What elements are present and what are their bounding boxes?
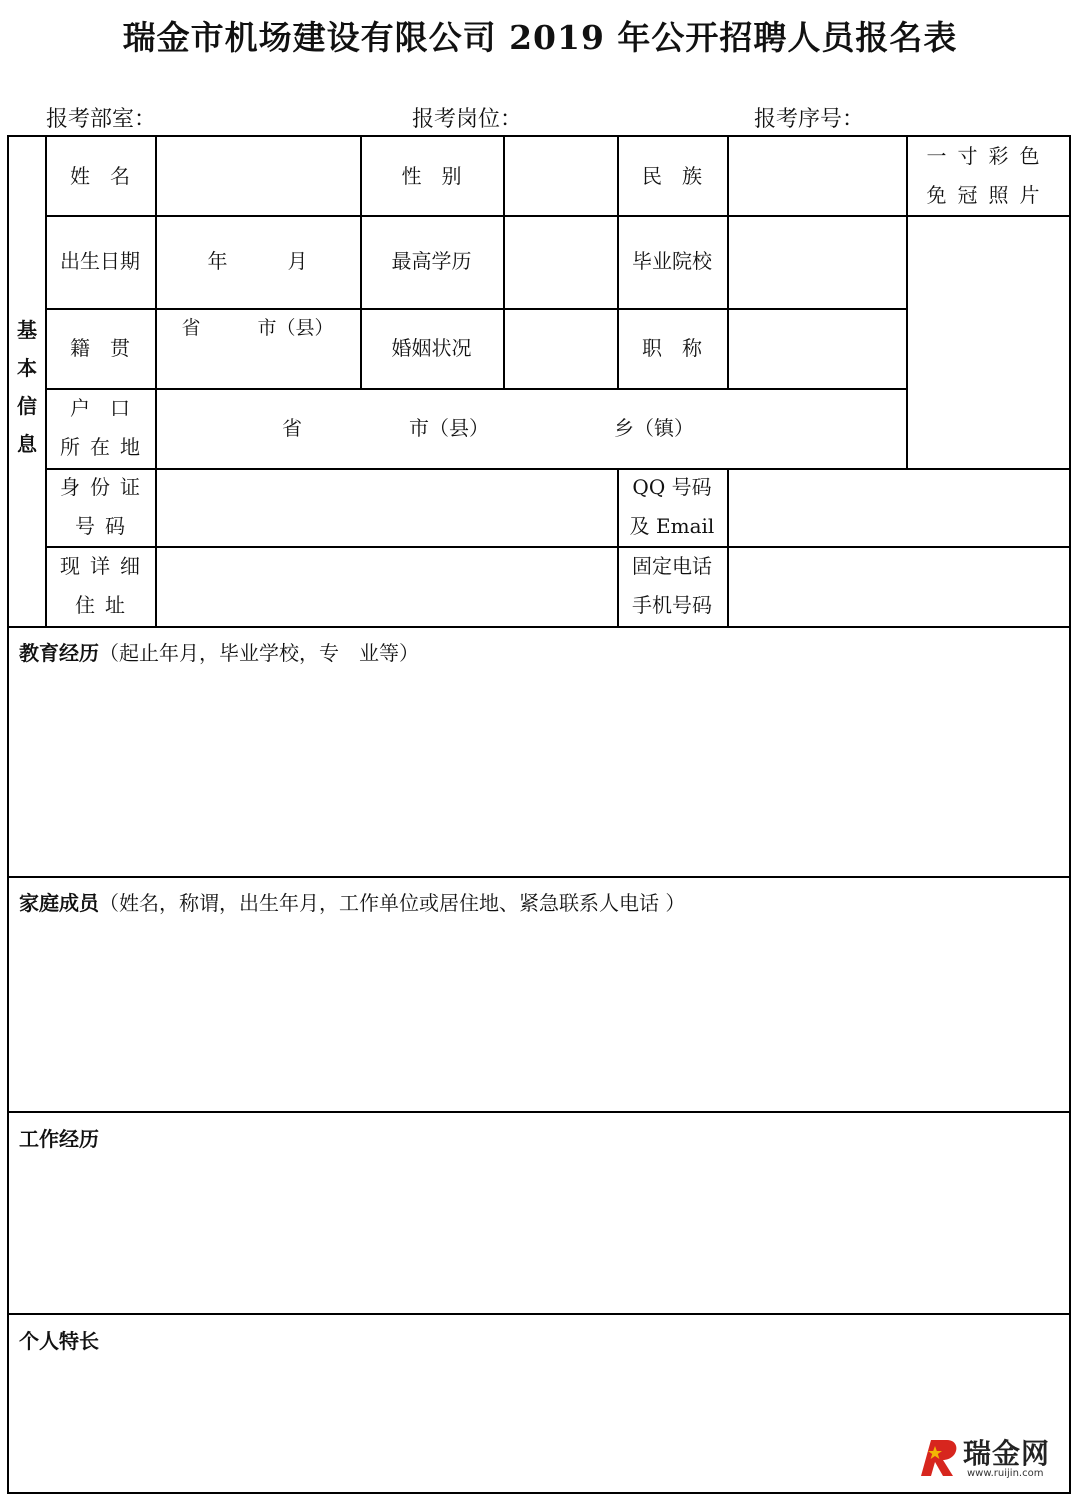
skills-section-heading	[19, 1325, 99, 1354]
logo-url: www.ruijin.com	[967, 1468, 1044, 1479]
education-section-heading	[19, 637, 419, 666]
logo-r-icon	[915, 1432, 963, 1480]
basic-info-side-label: 基 本 信 息	[17, 318, 37, 456]
gender-label: 性 别	[401, 163, 462, 188]
divider	[155, 137, 157, 626]
ethnicity-label: 民 族	[642, 163, 702, 188]
address-label: 现详细 住址	[60, 554, 150, 617]
native-place-label: 籍 贯	[70, 335, 130, 360]
education-title: 教育经历	[19, 641, 99, 665]
serial-label: 报考序号：	[754, 107, 865, 132]
work-section-heading	[19, 1123, 99, 1152]
application-form	[7, 135, 1071, 1494]
divider	[727, 137, 729, 388]
marital-status-label: 婚姻状况	[391, 335, 472, 360]
page-title: 瑞金市机场建设有限公司 2019 年公开招聘人员报名表	[122, 18, 958, 57]
hukou-label: 户 口 所在地	[60, 396, 150, 459]
family-title: 家庭成员	[19, 891, 99, 915]
qq-email-label: QQ 号码 及 Email	[629, 475, 715, 538]
native-place-value: 省 市（县）	[181, 316, 334, 339]
phone-label: 固定电话 手机号码	[632, 554, 712, 617]
education-note: （起止年月，毕业学校，专 业等）	[99, 641, 419, 665]
position-label: 报考岗位：	[412, 107, 523, 132]
divider	[503, 137, 505, 388]
divider	[9, 876, 1071, 878]
school-label: 毕业院校	[632, 249, 712, 273]
birth-date-value: 年 月	[207, 249, 308, 273]
work-title: 工作经历	[19, 1127, 99, 1151]
photo-placeholder-label: 一寸彩色 免冠照片	[926, 144, 1051, 207]
hukou-town: 乡（镇）	[614, 415, 694, 440]
education-label: 最高学历	[391, 249, 472, 273]
divider	[9, 626, 1071, 628]
divider	[45, 468, 1071, 470]
family-section-heading	[19, 887, 685, 916]
department-label: 报考部室：	[46, 107, 157, 132]
hukou-province: 省	[282, 415, 302, 440]
divider	[45, 546, 1071, 548]
ruijin-logo	[915, 1432, 1063, 1484]
divider	[9, 1111, 1071, 1113]
name-label: 姓 名	[70, 163, 130, 188]
professional-title-label: 职 称	[642, 335, 702, 360]
birth-date-label: 出生日期	[60, 249, 140, 273]
logo-text: 瑞金网	[963, 1437, 1051, 1470]
id-number-label: 身份证 号码	[60, 475, 150, 538]
hukou-city: 市（县）	[409, 415, 489, 440]
skills-title: 个人特长	[19, 1329, 99, 1353]
divider	[9, 1313, 1071, 1315]
family-note: （姓名，称谓，出生年月，工作单位或居住地、紧急联系人电话 ）	[99, 891, 686, 915]
